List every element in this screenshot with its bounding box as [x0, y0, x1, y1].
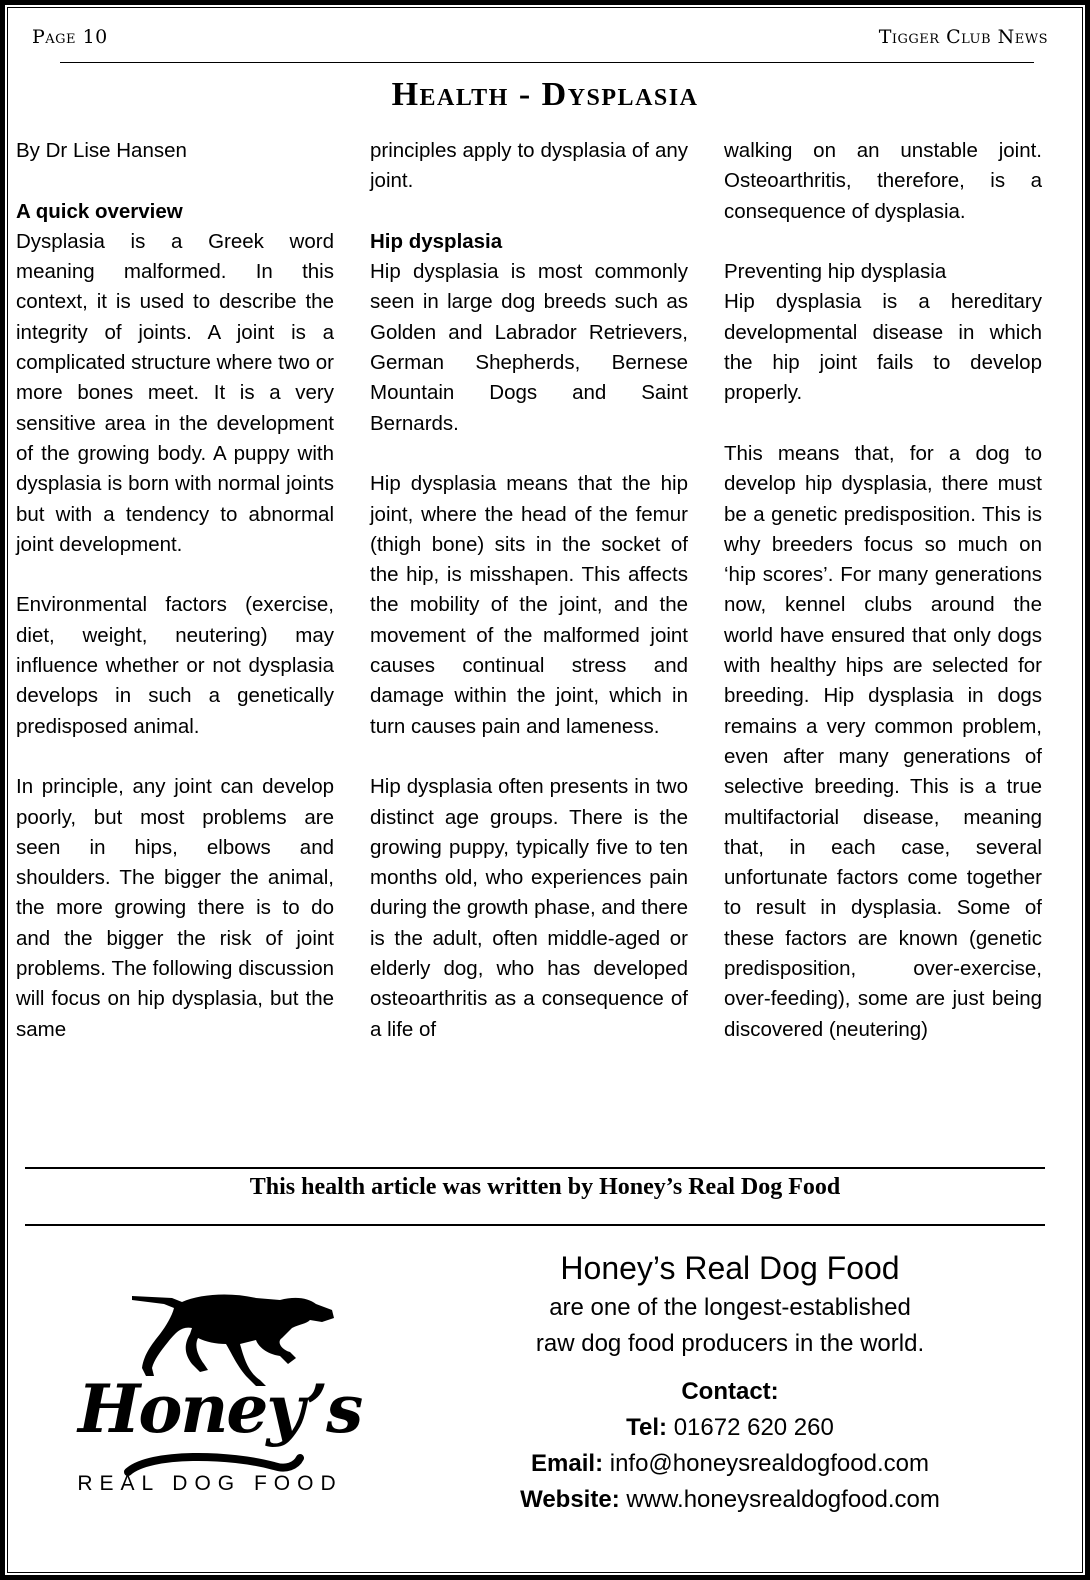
advert-description-line-1: are one of the longest-established	[549, 1294, 911, 1321]
contact-tel: Tel: 01672 620 260	[626, 1414, 834, 1441]
tel-value[interactable]: 01672 620 260	[673, 1414, 834, 1441]
logo-tagline: REAL DOG FOOD	[77, 1472, 343, 1495]
advert-company-name: Honey’s Real Dog Food	[560, 1250, 900, 1286]
advert-description-line-2: raw dog food producers in the world.	[535, 1330, 925, 1357]
paragraph: This means that, for a dog to develop hip dysplasia, there must be a genetic predisposition. This is why breeders focus so much on ‘hip scores’. For many generations now, kennel clubs around the world have ensured that only dogs with healthy hips are selected for breeding. Hip dysplasia in dogs remains a very common problem, even after many generations of selective breeding. This is a true multifactorial disease, meaning that, in each case, several unfortunate factors come together to result in dysplasia. Some of these factors are known (genetic predisposition, over-exercise, over-feeding), some are just being discovered (neutering)	[724, 441, 1042, 1041]
column-2	[370, 136, 688, 1156]
paragraph: Hip dysplasia means that the hip joint, where the head of the femur (thigh bone) sits in the socket of the hip, is misshapen. This affects the mobility of the joint, and the movement of the malformed joint causes continual stress and damage within the joint, which in turn causes pain and lameness.	[370, 472, 688, 738]
column-1	[16, 136, 334, 1156]
byline: By Dr Lise Hansen	[16, 139, 187, 162]
advert-text	[470, 1246, 990, 1518]
contact-website: Website: www.honeysrealdogfood.com	[520, 1486, 940, 1513]
page-number: Page 10	[32, 26, 108, 48]
contact-email: Email: info@honeysrealdogfood.com	[531, 1450, 929, 1477]
article-credit: This health article was written by Honey’s Real Dog Food	[249, 1174, 841, 1200]
email-link[interactable]: info@honeysrealdogfood.com	[609, 1450, 929, 1477]
contact-heading: Contact:	[681, 1378, 779, 1405]
logo-script-text: Honey’s	[78, 1370, 362, 1448]
section-heading-overview: A quick overview	[16, 199, 183, 223]
article-body	[16, 136, 1042, 1156]
paragraph: Hip dysplasia is most commonly seen in large dog breeds such as Golden and Labrador Retrievers, German Shepherds, Bernese Mountain Dogs and Saint Bernards.	[370, 260, 688, 435]
article-title: Health - Dysplasia	[391, 76, 699, 113]
paragraph: Hip dysplasia often presents in two distinct age groups. There is the growing puppy, typically five to ten months old, who experiences pain during the growth phase, and there is the adult, often middle-aged or elderly dog, who has developed osteoarthritis as a consequence of a life of	[370, 775, 688, 1041]
header-divider	[60, 62, 1034, 63]
website-link[interactable]: www.honeysrealdogfood.com	[626, 1486, 940, 1513]
paragraph: walking on an unstable joint. Osteoarthritis, therefore, is a consequence of dysplasia.	[724, 139, 1042, 223]
honeys-logo	[60, 1272, 360, 1512]
paragraph: In principle, any joint can develop poorly, but most problems are seen in hips, elbows and shoulders. The bigger the animal, the more growing there is to do and the bigger the risk of joint problems. The following discussion will focus on hip dysplasia, but the same	[16, 775, 334, 1041]
column-3	[724, 136, 1042, 1156]
paragraph: Dysplasia is a Greek word meaning malformed. In this context, it is used to describe the integrity of joints. A joint is a complicated structure where two or more bones meet. It is a very sensitive area in the development of the growing body. A puppy with dysplasia is born with normal joints but with a tendency to abnormal joint development.	[16, 229, 334, 556]
credit-divider-bottom	[25, 1224, 1045, 1226]
credit-divider-top	[25, 1167, 1045, 1169]
section-heading-hip-dysplasia: Hip dysplasia	[370, 229, 503, 253]
advert-contact	[470, 1374, 990, 1518]
publication-name: Tigger Club News	[878, 26, 1048, 48]
paragraph: Environmental factors (exercise, diet, weight, neutering) may influence whether or not dysplasia develops in such a genetically predisposed animal.	[16, 593, 334, 738]
paragraph: Hip dysplasia is a hereditary developmental disease in which the hip joint fails to develop properly.	[724, 290, 1042, 405]
running-header	[32, 26, 1048, 48]
section-heading-preventing: Preventing hip dysplasia	[724, 260, 947, 284]
paragraph: principles apply to dysplasia of any joint.	[370, 139, 688, 193]
